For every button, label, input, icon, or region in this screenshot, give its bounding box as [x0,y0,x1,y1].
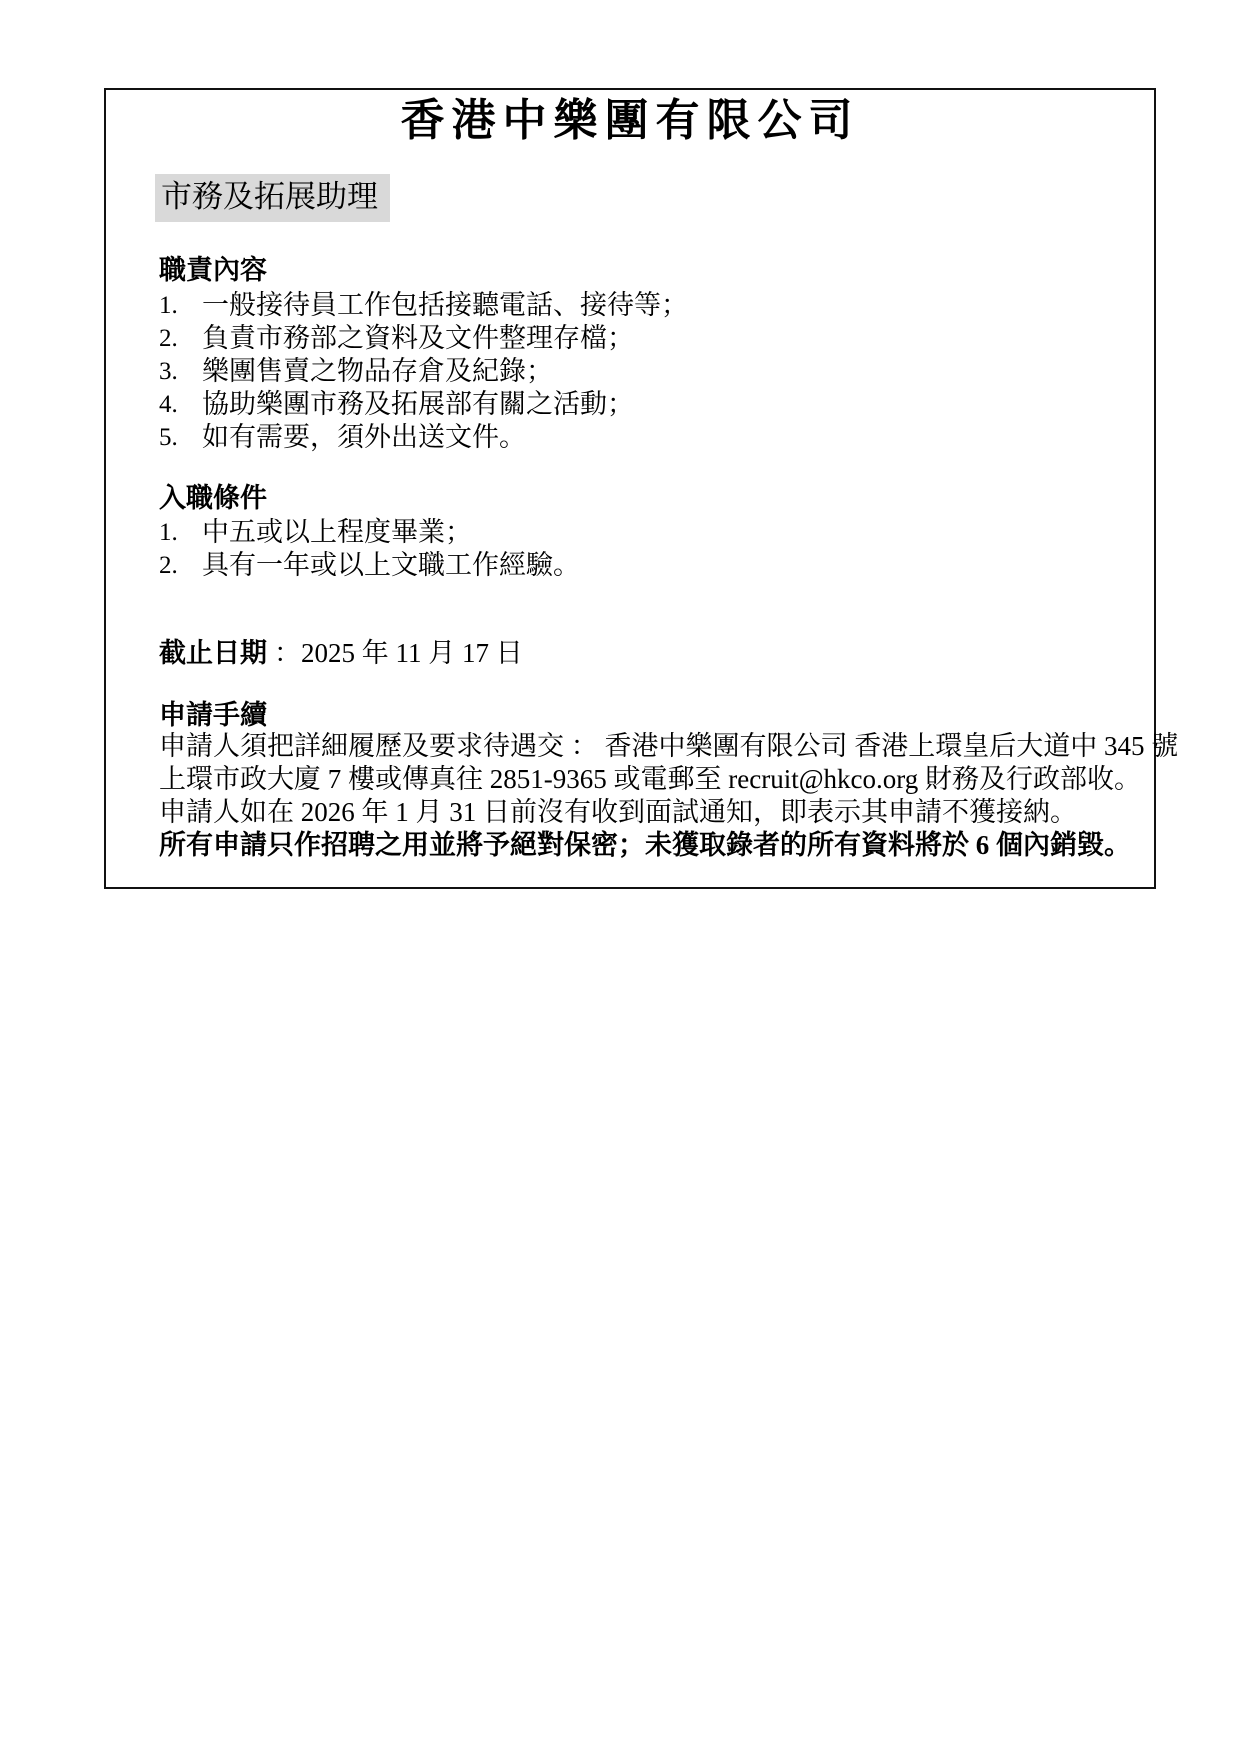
duties-item-text: 樂團售賣之物品存倉及紀錄； [202,356,553,386]
duties-item [159,289,1134,322]
duties-item-number: 4. [159,391,178,418]
duties-item [159,322,1134,355]
duties-item-number: 2. [159,325,178,352]
deadline-value: ：2025 年 11 月 17 日 [274,638,523,668]
requirements-item-number: 2. [159,552,178,579]
duties-item-text: 負責市務部之資料及文件整理存檔； [202,323,634,353]
document-border-box [104,88,1179,889]
duties-item-text: 一般接待員工作包括接聽電話、接待等； [202,290,688,320]
requirements-item [159,516,1134,549]
requirements-item-text: 中五或以上程度畢業； [202,517,472,547]
duties-item [159,388,1134,421]
duties-list [159,289,1134,454]
duties-heading: 職責內容 [159,255,267,285]
requirements-item-text: 具有一年或以上文職工作經驗。 [202,550,580,580]
procedure-paragraph [159,730,1179,862]
procedure-line: 申請人如在 2026 年 1 月 31 日前沒有收到面試通知，即表示其申請不獲接納。 [159,797,1077,827]
job-title-highlight: 市務及拓展助理 [155,174,390,222]
duties-item-text: 協助樂團市務及拓展部有關之活動； [202,389,634,419]
duties-item-text: 如有需要，須外出送文件。 [202,422,526,452]
procedure-line: 上環市政大廈 7 樓或傳真往 2851-9365 或電郵至 recruit@hkco.org 財務及行政部收。 [159,764,1142,794]
duties-item-number: 3. [159,358,178,385]
requirements-heading: 入職條件 [159,483,267,513]
requirements-list [159,516,1134,582]
procedure-confidentiality-line: 所有申請只作招聘之用並將予絕對保密；未獲取錄者的所有資料將於 6 個內銷毀。 [159,830,1131,860]
procedure-line: 申請人須把詳細履歷及要求待遇交 ： 香港中樂團有限公司 香港上環皇后大道中 345 號 [159,731,1179,761]
requirements-item-number: 1. [159,519,178,546]
duties-item [159,421,1134,454]
duties-item-number: 1. [159,292,178,319]
duties-item-number: 5. [159,424,178,451]
company-title: 香港中樂團有限公司 [400,96,860,145]
procedure-heading: 申請手續 [159,700,267,730]
duties-item [159,355,1134,388]
deadline-line [159,637,523,670]
deadline-label: 截止日期 [159,638,267,668]
requirements-item [159,549,1134,582]
